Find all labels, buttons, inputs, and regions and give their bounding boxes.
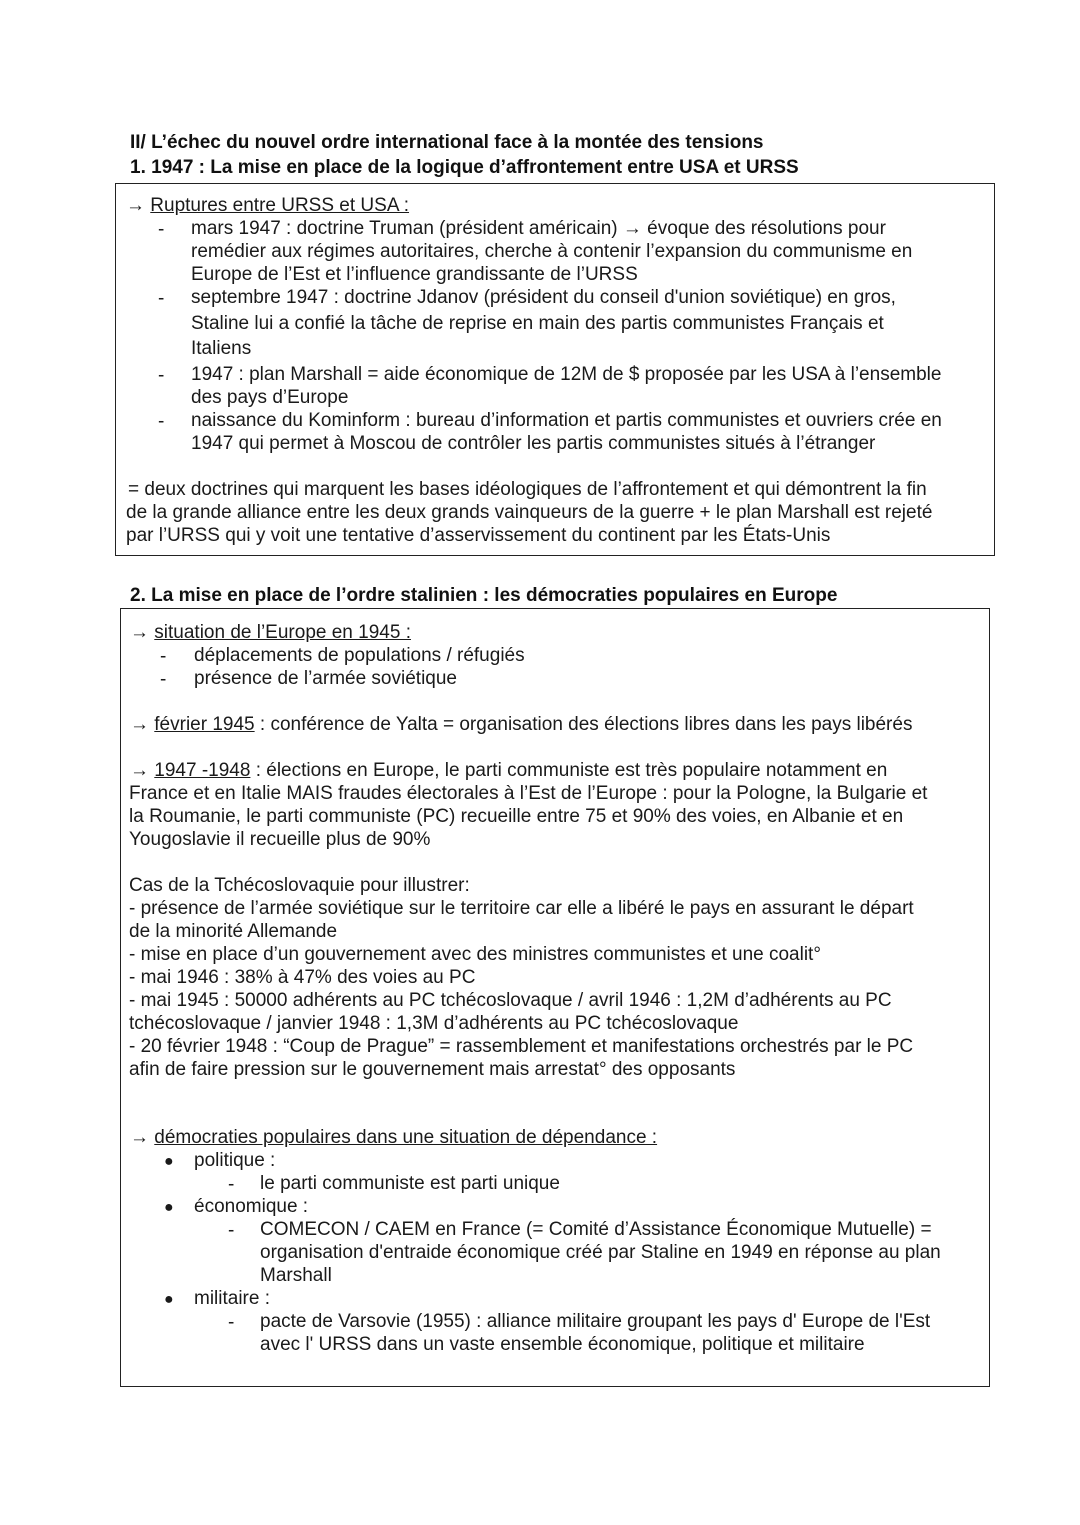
- dash-bullet: -: [160, 646, 167, 667]
- dependance-category: économique :: [194, 1196, 309, 1217]
- dependance-sub-line: COMECON / CAEM en France (= Comité d’Assistance Économique Mutuelle) =: [260, 1219, 932, 1240]
- dependance-sub-line: avec l' URSS dans un vaste ensemble économique, politique et militaire: [260, 1334, 865, 1355]
- dependance-category: politique :: [194, 1150, 276, 1171]
- dependance-label: démocraties populaires dans une situation de dépendance :: [154, 1127, 658, 1148]
- part1-conclusion-line: par l’URSS qui y voit une tentative d’asservissement du continent par les États-Unis: [126, 525, 831, 546]
- dash-bullet: -: [228, 1312, 235, 1333]
- dash-bullet: -: [158, 288, 165, 309]
- dash-bullet: -: [228, 1174, 235, 1195]
- dependance-category: militaire :: [194, 1288, 271, 1309]
- dependance-heading: [130, 1126, 657, 1149]
- list-item-line: mars 1947 : doctrine Truman (président américain) → évoque des résolutions pour: [191, 218, 886, 239]
- dash-bullet: -: [160, 669, 167, 690]
- situation-item: déplacements de populations / réfugiés: [194, 645, 525, 666]
- dash-bullet: -: [158, 365, 165, 386]
- tchecoslovaquie-line: - mise en place d’un gouvernement avec des ministres communistes et une coalit°: [129, 944, 821, 965]
- elections-date: 1947 -1948: [154, 760, 251, 781]
- tchecoslovaquie-line: afin de faire pression sur le gouvernement mais arrestat° des opposants: [129, 1059, 736, 1080]
- tchecoslovaquie-line: - mai 1946 : 38% à 47% des voies au PC: [129, 967, 476, 988]
- tchecoslovaquie-line: - présence de l’armée soviétique sur le territoire car elle a libéré le pays en assurant le départ: [129, 898, 914, 919]
- elections-line: France et en Italie MAIS fraudes électorales à l’Est de l’Europe : pour la Pologne, la Bulgarie et: [129, 783, 928, 804]
- tchecoslovaquie-line: - mai 1945 : 50000 adhérents au PC tchécoslovaque / avril 1946 : 1,2M d’adhérents au PC: [129, 990, 892, 1011]
- list-item-line: naissance du Kominform : bureau d’information et partis communistes et ouvriers crée en: [191, 410, 942, 431]
- part1-conclusion-line: = deux doctrines qui marquent les bases idéologiques de l’affrontement et qui démontrent la fin: [128, 479, 927, 500]
- tchecoslovaquie-line: Cas de la Tchécoslovaquie pour illustrer:: [129, 875, 470, 896]
- part2-title: 2. La mise en place de l’ordre stalinien : les démocraties populaires en Europe: [130, 585, 838, 606]
- section-title: II/ L’échec du nouvel ordre international face à la montée des tensions: [130, 132, 764, 153]
- elections-line: la Roumanie, le parti communiste (PC) recueille entre 75 et 90% des voies, en Albanie et en: [129, 806, 904, 827]
- part1-title: 1. 1947 : La mise en place de la logique d’affrontement entre USA et URSS: [130, 157, 799, 178]
- part1-intro-label: Ruptures entre URSS et USA :: [150, 195, 410, 216]
- yalta-line: [130, 713, 912, 736]
- tchecoslovaquie-line: - 20 février 1948 : “Coup de Prague” = rassemblement et manifestations orchestrés par le PC: [129, 1036, 914, 1057]
- round-bullet-icon: ●: [164, 1153, 174, 1170]
- elections-text: : élections en Europe, le parti communiste est très populaire notamment en: [250, 760, 888, 781]
- tchecoslovaquie-line: de la minorité Allemande: [129, 921, 338, 942]
- dependance-sub-line: organisation d'entraide économique créé par Staline en 1949 en réponse au plan: [260, 1242, 941, 1263]
- list-item-line: des pays d’Europe: [191, 387, 349, 408]
- elections-line: [130, 759, 887, 782]
- list-item-line: 1947 : plan Marshall = aide économique de 12M de $ proposée par les USA à l’ensemble: [191, 364, 942, 385]
- arrow-icon: →: [130, 1127, 149, 1148]
- list-item-line: 1947 qui permet à Moscou de contrôler les partis communistes situés à l’étranger: [191, 433, 876, 454]
- arrow-icon: →: [130, 622, 149, 643]
- dash-bullet: -: [158, 411, 165, 432]
- dependance-sub-line: pacte de Varsovie (1955) : alliance militaire groupant les pays d' Europe de l'Est: [260, 1311, 931, 1332]
- yalta-date: février 1945: [154, 714, 255, 735]
- list-item-line: septembre 1947 : doctrine Jdanov (président du conseil d'union soviétique) en gros,: [191, 287, 896, 308]
- elections-line: Yougoslavie il recueille plus de 90%: [129, 829, 431, 850]
- situation-item: présence de l’armée soviétique: [194, 668, 457, 689]
- dash-bullet: -: [228, 1220, 235, 1241]
- round-bullet-icon: ●: [164, 1199, 174, 1216]
- yalta-text: : conférence de Yalta = organisation des élections libres dans les pays libérés: [254, 714, 913, 735]
- part1-intro: [126, 194, 409, 217]
- dash-bullet: -: [158, 219, 165, 240]
- round-bullet-icon: ●: [164, 1291, 174, 1308]
- dependance-sub-line: le parti communiste est parti unique: [260, 1173, 560, 1194]
- part1-conclusion-line: de la grande alliance entre les deux grands vainqueurs de la guerre + le plan Marshall est rejeté: [126, 502, 933, 523]
- arrow-icon: →: [126, 195, 145, 216]
- list-item-line: Staline lui a confié la tâche de reprise en main des partis communistes Français et: [191, 313, 884, 334]
- list-item-line: Italiens: [191, 338, 252, 359]
- dependance-sub-line: Marshall: [260, 1265, 332, 1286]
- list-item-line: remédier aux régimes autoritaires, cherche à contenir l’expansion du communisme en: [191, 241, 913, 262]
- arrow-icon: →: [130, 714, 149, 735]
- tchecoslovaquie-line: tchécoslovaque / janvier 1948 : 1,3M d’adhérents au PC tchécoslovaque: [129, 1013, 739, 1034]
- list-item-line: Europe de l’Est et l’influence grandissante de l’URSS: [191, 264, 638, 285]
- situation-label: situation de l’Europe en 1945 :: [154, 622, 411, 643]
- arrow-icon: →: [130, 760, 149, 781]
- situation-heading: [130, 621, 411, 644]
